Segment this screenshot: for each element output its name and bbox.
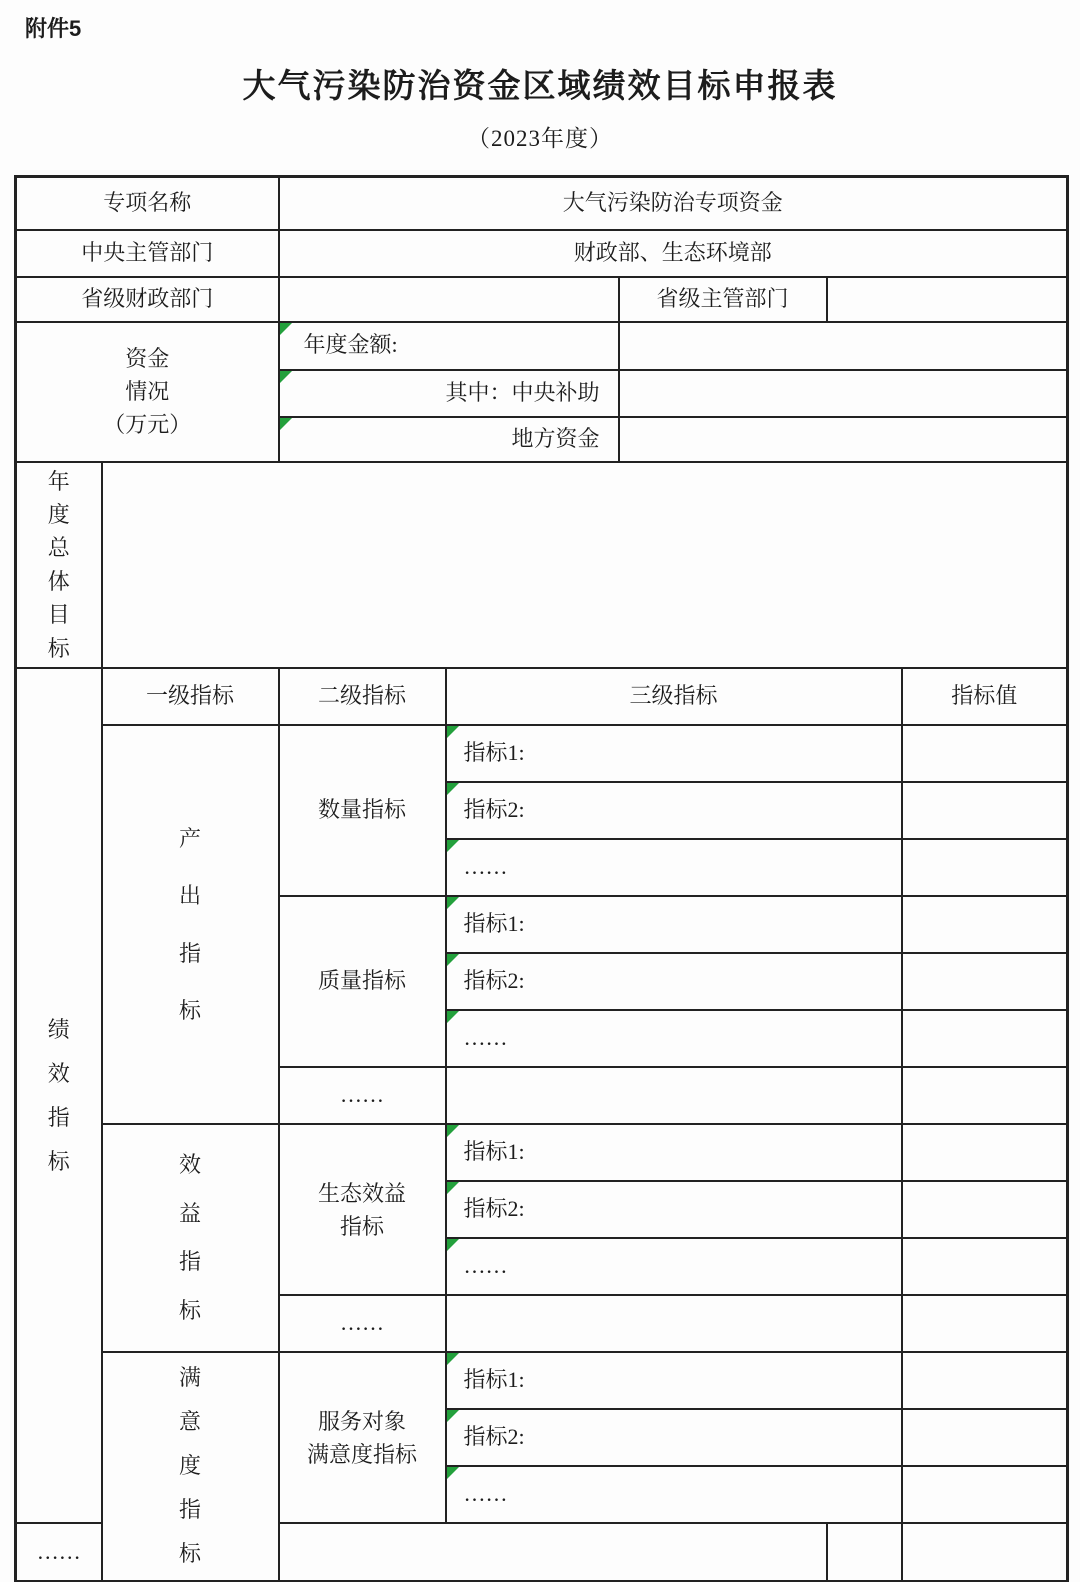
central-subsidy-label: 其中：中央补助 (445, 379, 600, 405)
indicator-item-cell[interactable] (446, 1466, 902, 1523)
sub-service-satisfaction-label-cell (279, 1352, 446, 1523)
indicator-value-input-cell[interactable] (902, 1124, 1068, 1181)
fund-info-label-line: 资金 (125, 346, 170, 371)
indicator-item-label: 指标1: (463, 1139, 525, 1165)
indicator-value-input-cell[interactable] (902, 1181, 1068, 1238)
indicator-value-input-cell[interactable] (902, 953, 1068, 1010)
header-level1-cell: 一级指标 (102, 668, 279, 725)
local-fund-input-cell[interactable] (619, 417, 1068, 462)
indicator-value-input-cell[interactable] (902, 725, 1068, 782)
annual-amount-label-cell (279, 322, 619, 370)
perf-label: 绩效指标 (47, 1016, 70, 1174)
perf-label-cell (16, 668, 102, 1523)
indicator-item-input-cell[interactable] (279, 1523, 827, 1581)
form-year-subtitle: （2023年度） (467, 126, 613, 151)
sub-ellipsis-label-cell: …… (279, 1067, 446, 1124)
indicator-item-cell[interactable] (446, 1238, 902, 1295)
indicator-item-label: 指标2: (463, 1196, 525, 1222)
prov-dept-input-cell[interactable] (827, 277, 1068, 322)
annual-goal-label-cell (16, 462, 102, 669)
indicator-item-cell[interactable] (446, 1124, 902, 1181)
prov-finance-label-cell: 省级财政部门 (16, 277, 279, 322)
indicator-item-label: 指标2: (463, 968, 525, 994)
indicator-value-input-cell[interactable] (902, 896, 1068, 953)
comment-marker-icon (280, 418, 292, 430)
declaration-form-table (14, 175, 1069, 1582)
indicator-item-label: 指标1: (463, 740, 525, 766)
indicator-item-input-cell[interactable] (446, 1067, 902, 1124)
sub-quantity-label-cell: 数量指标 (279, 725, 446, 896)
fund-info-label-cell (16, 322, 279, 462)
comment-marker-icon (447, 726, 459, 738)
indicator-item-label: …… (463, 1481, 508, 1507)
indicator-value-input-cell[interactable] (827, 1523, 902, 1581)
indicator-item-cell[interactable] (446, 896, 902, 953)
indicator-item-cell[interactable] (446, 953, 902, 1010)
indicator-item-label: 指标2: (463, 1424, 525, 1450)
sub-eco-benefit-label-line: 生态效益 (318, 1180, 407, 1206)
indicator-value-input-cell[interactable] (902, 1409, 1068, 1466)
group-output-label: 产出指标 (178, 826, 201, 1023)
comment-marker-icon (447, 840, 459, 852)
indicator-item-cell[interactable] (446, 1010, 902, 1067)
group-satisfaction-label: 满意度指标 (178, 1365, 201, 1567)
indicator-item-cell[interactable] (446, 725, 902, 782)
attachment-label: 附件5 (25, 16, 82, 41)
group-benefit-label: 效益指标 (178, 1152, 201, 1323)
comment-marker-icon (447, 954, 459, 966)
comment-marker-icon (447, 1239, 459, 1251)
local-fund-label: 地方资金 (511, 425, 600, 451)
comment-marker-icon (447, 1011, 459, 1023)
prov-finance-input-cell[interactable] (279, 277, 619, 322)
indicator-item-input-cell[interactable] (446, 1295, 902, 1352)
sub-service-satisfaction-label-line: 服务对象 (318, 1408, 407, 1434)
indicator-value-input-cell[interactable] (902, 1352, 1068, 1409)
header-level3-cell: 三级指标 (446, 668, 902, 725)
indicator-value-input-cell[interactable] (902, 1295, 1068, 1352)
annual-goal-label: 年度总体目标 (47, 468, 70, 661)
fund-info-label-line: （万元） (103, 412, 192, 437)
indicator-item-cell[interactable] (446, 1409, 902, 1466)
indicator-item-label: 指标1: (463, 1367, 525, 1393)
header-level2-cell: 二级指标 (279, 668, 446, 725)
indicator-item-cell[interactable] (446, 1181, 902, 1238)
indicator-value-input-cell[interactable] (902, 1238, 1068, 1295)
group-benefit-label-cell (102, 1124, 279, 1352)
special-name-value-cell[interactable]: 大气污染防治专项资金 (279, 177, 1068, 230)
sub-eco-benefit-label-line: 指标 (340, 1213, 385, 1239)
fund-info-label-line: 情况 (125, 379, 170, 404)
annual-amount-label: 年度金额: (303, 332, 398, 358)
indicator-item-cell[interactable] (446, 839, 902, 896)
sub-eco-benefit-label-cell (279, 1124, 446, 1295)
indicator-item-label: …… (463, 1025, 508, 1051)
header-value-cell: 指标值 (902, 668, 1068, 725)
sub-service-satisfaction-label-line: 满意度指标 (307, 1441, 418, 1467)
annual-goal-input-cell[interactable] (102, 462, 1068, 669)
local-fund-label-cell (279, 417, 619, 462)
indicator-value-input-cell[interactable] (902, 1010, 1068, 1067)
indicator-item-label: 指标1: (463, 911, 525, 937)
special-name-label-cell: 专项名称 (16, 177, 279, 230)
group-output-label-cell (102, 725, 279, 1124)
sub-quality-label-cell: 质量指标 (279, 896, 446, 1067)
sub-ellipsis-label-cell: …… (16, 1523, 102, 1581)
indicator-item-label: …… (463, 1253, 508, 1279)
comment-marker-icon (447, 1182, 459, 1194)
indicator-item-cell[interactable] (446, 1352, 902, 1409)
indicator-item-label: …… (463, 854, 508, 880)
sub-ellipsis-label-cell: …… (279, 1295, 446, 1352)
prov-dept-label-cell: 省级主管部门 (619, 277, 827, 322)
central-dept-value-cell[interactable]: 财政部、生态环境部 (279, 230, 1068, 277)
form-title: 大气污染防治资金区域绩效目标申报表 (242, 69, 838, 105)
indicator-item-label: 指标2: (463, 797, 525, 823)
group-satisfaction-label-cell (102, 1352, 279, 1581)
comment-marker-icon (280, 371, 292, 383)
central-subsidy-label-cell (279, 370, 619, 417)
indicator-value-input-cell[interactable] (902, 1466, 1068, 1523)
indicator-value-input-cell[interactable] (902, 839, 1068, 896)
comment-marker-icon (447, 1410, 459, 1422)
central-subsidy-input-cell[interactable] (619, 370, 1068, 417)
comment-marker-icon (280, 323, 292, 335)
comment-marker-icon (447, 1125, 459, 1137)
indicator-value-input-cell[interactable] (902, 782, 1068, 839)
annual-amount-input-cell[interactable] (619, 322, 1068, 370)
comment-marker-icon (447, 783, 459, 795)
comment-marker-icon (447, 1353, 459, 1365)
indicator-item-cell[interactable] (446, 782, 902, 839)
comment-marker-icon (447, 1467, 459, 1479)
comment-marker-icon (447, 897, 459, 909)
indicator-value-input-cell[interactable] (902, 1067, 1068, 1124)
central-dept-label-cell: 中央主管部门 (16, 230, 279, 277)
